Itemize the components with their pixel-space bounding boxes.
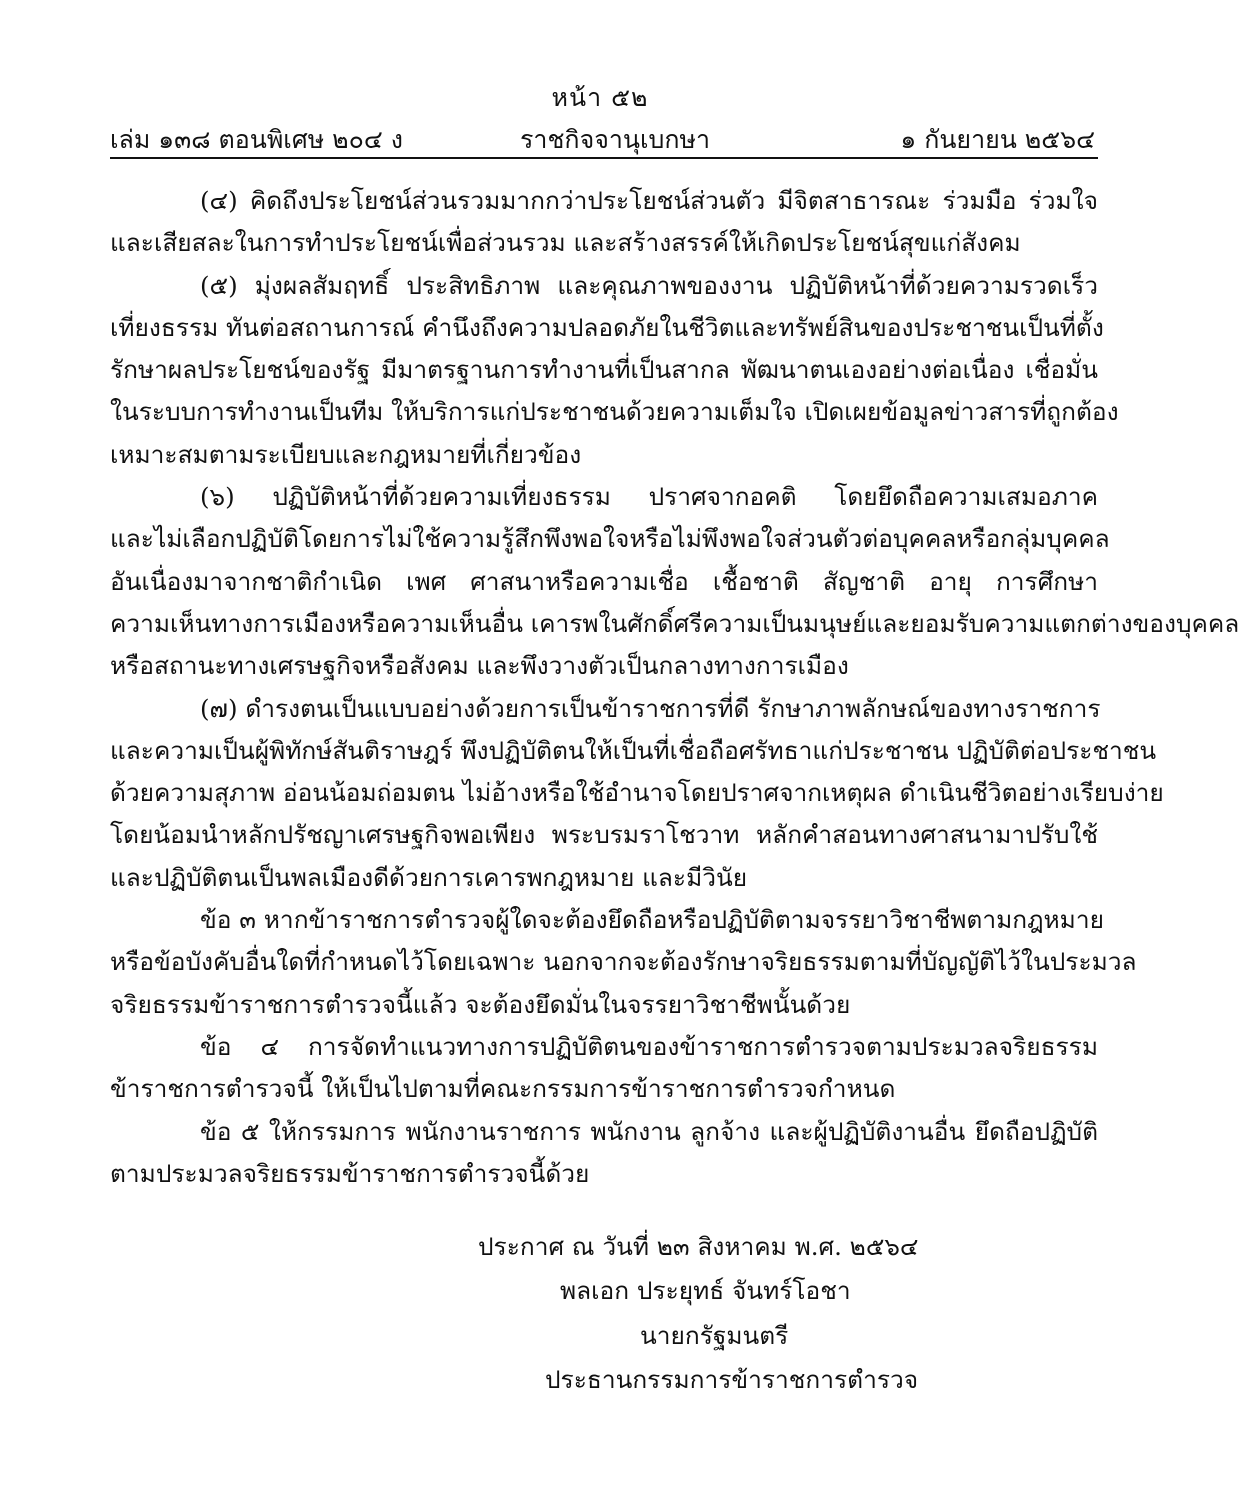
- text-line: เที่ยงธรรม ทันต่อสถานการณ์ คำนึงถึงความปลอดภัยในชีวิตและทรัพย์สินของประชาชนเป็นที่ตั้ง: [110, 312, 1104, 342]
- gazette-title: ราชกิจจานุเบกษา: [520, 125, 711, 154]
- header-rule: [110, 157, 1098, 159]
- text-line: และเสียสละในการทำประโยชน์เพื่อส่วนรวม และสร้างสรรค์ให้เกิดประโยชน์สุขแก่สังคม: [110, 228, 1021, 258]
- publication-date: ๑ กันยายน ๒๕๖๔: [900, 125, 1095, 154]
- text-line: ตามประมวลจริยธรรมข้าราชการตำรวจนี้ด้วย: [110, 1158, 590, 1188]
- text-line: (๖) ปฏิบัติหน้าที่ด้วยความเที่ยงธรรม ปราศจากอคติ โดยยึดถือความเสมอภาค: [200, 482, 1098, 512]
- page-number: หน้า ๕๒: [551, 83, 649, 112]
- paragraph-7: [110, 688, 1164, 899]
- signatory-name: พลเอก ประยุทธ์ จันทร์โอชา: [560, 1276, 851, 1305]
- text-line: รักษาผลประโยชน์ของรัฐ มีมาตรฐานการทำงานที่เป็นสากล พัฒนาตนเองอย่างต่อเนื่อง เชื่อมั่น: [110, 355, 1098, 385]
- signatory-role: ประธานกรรมการข้าราชการตำรวจ: [545, 1365, 919, 1394]
- text-line: ข้อ ๓ หากข้าราชการตำรวจผู้ใดจะต้องยึดถือหรือปฏิบัติตามจรรยาวิชาชีพตามกฎหมาย: [200, 905, 1104, 935]
- text-line: โดยน้อมนำหลักปรัชญาเศรษฐกิจพอเพียง พระบรมราโชวาท หลักคำสอนทางศาสนามาปรับใช้: [110, 820, 1098, 850]
- text-line: ข้อ ๔ การจัดทำแนวทางการปฏิบัติตนของข้าราชการตำรวจตามประมวลจริยธรรม: [200, 1031, 1098, 1061]
- clause-5: [110, 1111, 1098, 1196]
- text-line: อันเนื่องมาจากชาติกำเนิด เพศ ศาสนาหรือความเชื่อ เชื้อชาติ สัญชาติ อายุ การศึกษา: [110, 566, 1098, 596]
- paragraph-4: [110, 180, 1098, 265]
- text-line: ในระบบการทำงานเป็นทีม ให้บริการแก่ประชาชนด้วยความเต็มใจ เปิดเผยข้อมูลข่าวสารที่ถูกต้อง: [110, 397, 1119, 427]
- paragraph-6: [110, 476, 1239, 687]
- text-line: เหมาะสมตามระเบียบและกฎหมายที่เกี่ยวข้อง: [110, 439, 582, 469]
- signatory-position: นายกรัฐมนตรี: [640, 1321, 789, 1350]
- text-line: (๕) มุ่งผลสัมฤทธิ์ ประสิทธิภาพ และคุณภาพของงาน ปฏิบัติหน้าที่ด้วยความรวดเร็ว: [200, 270, 1098, 300]
- text-line: จริยธรรมข้าราชการตำรวจนี้แล้ว จะต้องยึดมั่นในจรรยาวิชาชีพนั้นด้วย: [110, 989, 851, 1019]
- paragraph-5: [110, 265, 1119, 476]
- announcement-date: ประกาศ ณ วันที่ ๒๓ สิงหาคม พ.ศ. ๒๕๖๔: [478, 1232, 919, 1261]
- text-line: หรือข้อบังคับอื่นใดที่กำหนดไว้โดยเฉพาะ นอกจากจะต้องรักษาจริยธรรมตามที่บัญญัติไว้ในประมวล: [110, 947, 1137, 977]
- text-line: ข้าราชการตำรวจนี้ ให้เป็นไปตามที่คณะกรรมการข้าราชการตำรวจกำหนด: [110, 1074, 896, 1104]
- document-body: [110, 180, 1239, 1195]
- text-line: ความเห็นทางการเมืองหรือความเห็นอื่น เคารพในศักดิ์ศรีความเป็นมนุษย์และยอมรับความแตกต่างของบุคคล: [110, 608, 1239, 638]
- text-line: และความเป็นผู้พิทักษ์สันติราษฎร์ พึงปฏิบัติตนให้เป็นที่เชื่อถือศรัทธาแก่ประชาชน ปฏิบัติต่อประชาชน: [110, 735, 1157, 765]
- text-line: ด้วยความสุภาพ อ่อนน้อมถ่อมตน ไม่อ้างหรือใช้อำนาจโดยปราศจากเหตุผล ดำเนินชีวิตอย่างเรียบง่าย: [110, 778, 1164, 808]
- clause-3: [110, 899, 1137, 1026]
- volume-info: เล่ม ๑๓๘ ตอนพิเศษ ๒๐๔ ง: [110, 125, 403, 154]
- text-line: และไม่เลือกปฏิบัติโดยการไม่ใช้ความรู้สึกพึงพอใจหรือไม่พึงพอใจส่วนตัวต่อบุคคลหรือกลุ่มบุคคล: [110, 524, 1110, 554]
- text-line: ข้อ ๕ ให้กรรมการ พนักงานราชการ พนักงาน ลูกจ้าง และผู้ปฏิบัติงานอื่น ยึดถือปฏิบัติ: [200, 1116, 1098, 1146]
- text-line: หรือสถานะทางเศรษฐกิจหรือสังคม และพึงวางตัวเป็นกลางทางการเมือง: [110, 651, 849, 681]
- text-line: และปฏิบัติตนเป็นพลเมืองดีด้วยการเคารพกฎหมาย และมีวินัย: [110, 862, 748, 892]
- gazette-header: [110, 120, 1095, 152]
- text-line: (๗) ดำรงตนเป็นแบบอย่างด้วยการเป็นข้าราชการที่ดี รักษาภาพลักษณ์ของทางราชการ: [200, 693, 1101, 723]
- text-line: (๔) คิดถึงประโยชน์ส่วนรวมมากกว่าประโยชน์ส่วนตัว มีจิตสาธารณะ ร่วมมือ ร่วมใจ: [200, 186, 1098, 215]
- clause-4: [110, 1026, 1098, 1111]
